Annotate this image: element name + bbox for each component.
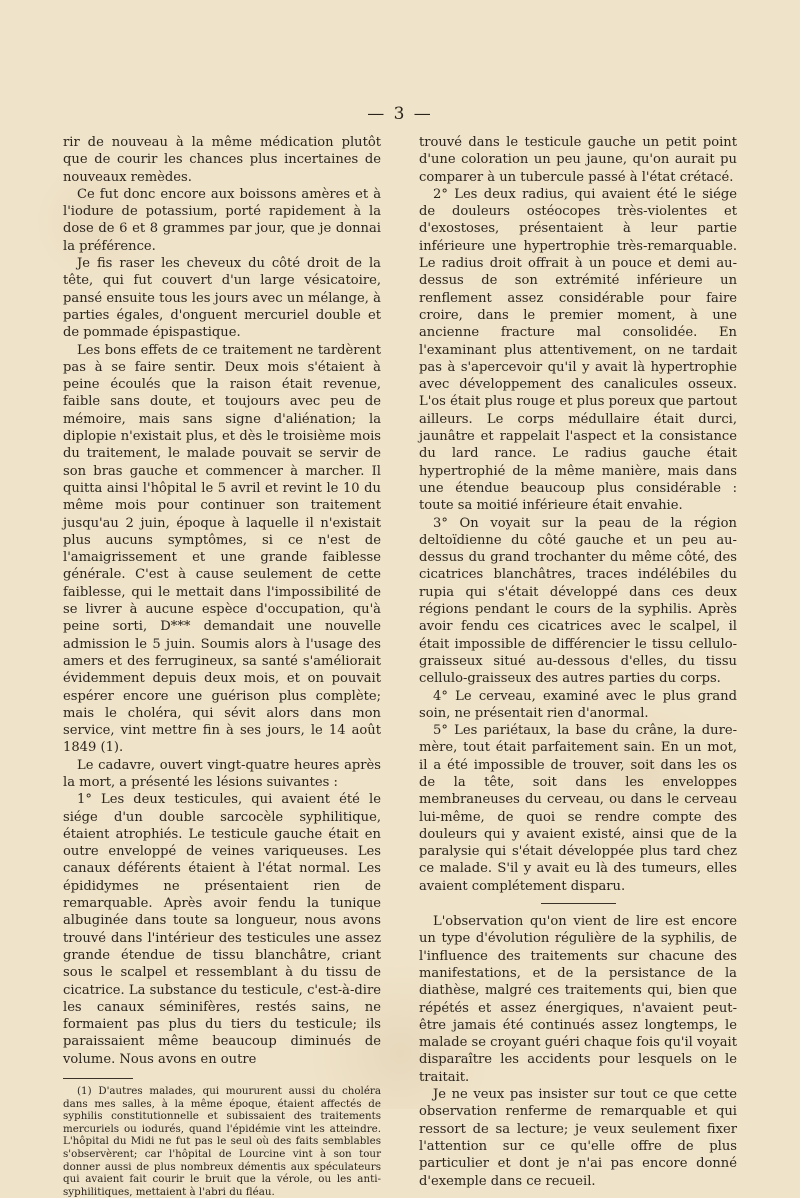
paragraph: Le cadavre, ouvert vingt-quatre heures après la mort, a présenté les lésions suivantes : [63,757,381,790]
left-column [63,134,381,1198]
paragraph: 2° Les deux radius, qui avaient été le siége de douleurs ostéocopes très-violentes et d'exostoses, présentaient à leur partie inférieure une hypertrophie très-remarquable. Le radius droit offrait à un pouce et demi au-dessus de son extrémité inférieure un renflement assez considérable pour faire croire, dans le premier moment, à une ancienne fracture mal consolidée. En l'examinant plus attentivement, on ne tardait pas à s'apercevoir qu'il y avait là hypertrophie avec développement des canalicules osseux. L'os était plus rouge et plus poreux que partout ailleurs. Le corps médullaire était durci, jaunâtre et rappelait l'aspect et la consistance du lard rance. Le radius gauche était hypertrophié de la même manière, mais dans une étendue beaucoup plus considérable : toute sa moitié inférieure était envahie. [419,186,737,514]
paragraph: rir de nouveau à la même médication plutôt que de courir les chances plus incertaines de nouveaux remèdes. [63,135,381,185]
section-divider [541,903,616,904]
paragraph: 3° On voyait sur la peau de la région deltoïdienne du côté gauche et un peu au-dessus du grand trochanter du même côté, des cicatrices blanchâtres, traces indélébiles du rupia qui s'était développé dans ces deux régions pendant le cours de la syphilis. Après avoir fendu ces cicatrices avec le scalpel, il était impossible de différencier le tissu cellulo-graisseux situé au-dessous d'elles, du tissu cellulo-graisseux des autres parties du corps. [419,515,737,687]
paragraph: trouvé dans le testicule gauche un petit point d'une coloration un peu jaune, qu'on aurait pu comparer à un tubercule passé à l'état crétacé. [419,135,737,185]
paragraph: 1° Les deux testicules, qui avaient été le siége d'un double sarcocèle syphilitique, étaient atrophiés. Le testicule gauche était en outre enveloppé de veines variqueuses. Les canaux déférents étaient à l'état normal. Les épididymes ne présentaient rien de remarquable. Après avoir fendu la tunique albuginée dans toute sa longueur, nous avons trouvé dans l'intérieur des testicules une assez grande étendue de tissu blanchâtre, criant sous le scalpel et ressemblant à du tissu de cicatrice. La substance du testicule, c'est-à-dire les canaux séminifères, restés sains, ne formaient pas plus du tiers du testicule; ils paraissaient même beaucoup diminués de volume. Nous avons en outre [63,792,381,1067]
paragraph: Ce fut donc encore aux boissons amères et à l'iodure de potassium, porté rapidement à la dose de 6 et 8 grammes par jour, que je donnai la préférence. [63,186,381,254]
page-number: — 3 — [367,104,433,124]
paragraph: 5° Les pariétaux, la base du crâne, la dure-mère, tout était parfaitement sain. En un mot, il a été impossible de trouver, soit dans les os de la tête, soit dans les enveloppes membraneuses du cerveau, ou dans le cerveau lui-même, de quoi se rendre compte des douleurs qui y avaient existé, ainsi que de la paralysie qui s'était développée plus tard chez ce malade. S'il y avait eu là des tumeurs, elles avaient complétement disparu. [419,723,737,894]
footnote-divider [63,1078,133,1079]
paragraph: Je ne veux pas insister sur tout ce que cette observation renferme de remarquable et qui ressort de sa lecture; je veux seulement fixer l'attention sur ce qu'elle offre de plus particulier et dont je n'ai pas encore donné d'exemple dans ce recueil. [419,1087,737,1189]
paragraph: Les bons effets de ce traitement ne tardèrent pas à se faire sentir. Deux mois s'étaient à peine écoulés que la raison était revenue, faible sans doute, et toujours avec peu de mémoire, mais sans signe d'aliénation; la diplopie n'existait plus, et dès le troisième mois du traitement, le malade pouvait se servir de son bras gauche et commencer à marcher. Il quitta ainsi l'hôpital le 5 avril et revint le 10 du même mois pour continuer son traitement jusqu'au 2 juin, époque à laquelle il n'existait plus aucuns symptômes, si ce n'est de l'amaigrissement et une grande faiblesse générale. C'est à cause seulement de cette faiblesse, qui le mettait dans l'impossibilité de se livrer à aucune espèce d'occupation, qu'à peine sorti, D*** demandait une nouvelle admission le 5 juin. Soumis alors à l'usage des amers et des ferrugineux, sa santé s'améliorait évidemment depuis deux mois, et on pouvait espérer encore une guérison plus complète; mais le choléra, qui sévit alors dans mon service, vint mettre fin à ses jours, le 14 août 1849 (1). [63,342,381,756]
paragraph: L'observation qu'on vient de lire est encore un type d'évolution régulière de la syphilis, de l'influence des traitements sur chacune des manifestations, et de la persistance de la diathèse, malgré ces traitements qui, bien que répétés et assez énergiques, n'avaient peut-être jamais été continués assez longtemps, le malade se croyant guéri chaque fois qu'il voyait disparaître les accidents pour lesquels on le traitait. [419,914,737,1085]
paragraph: 4° Le cerveau, examiné avec le plus grand soin, ne présentait rien d'anormal. [419,688,737,721]
paragraph: Je fis raser les cheveux du côté droit de la tête, qui fut couvert d'un large vésicatoire, pansé ensuite tous les jours avec un mélange, à parties égales, d'onguent mercuriel double et de pommade épispastique. [63,256,381,341]
footnote: (1) D'autres malades, qui moururent aussi du choléra dans mes salles, à la même époque, étaient affectés de syphilis constitutionnelle et subissaient des traitements mercuriels ou iodurés, quand l'épidémie vint les atteindre. L'hôpital du Midi ne fut pas le seul où des faits semblables s'observèrent; car l'hôpital de Lourcine vint à son tour donner aussi de plus nombreux démentis aux spéculateurs qui avaient fait courir le bruit que la vérole, ou les anti-syphilitiques, mettaient à l'abri du fléau. [63,1085,381,1198]
right-column [419,134,737,1190]
